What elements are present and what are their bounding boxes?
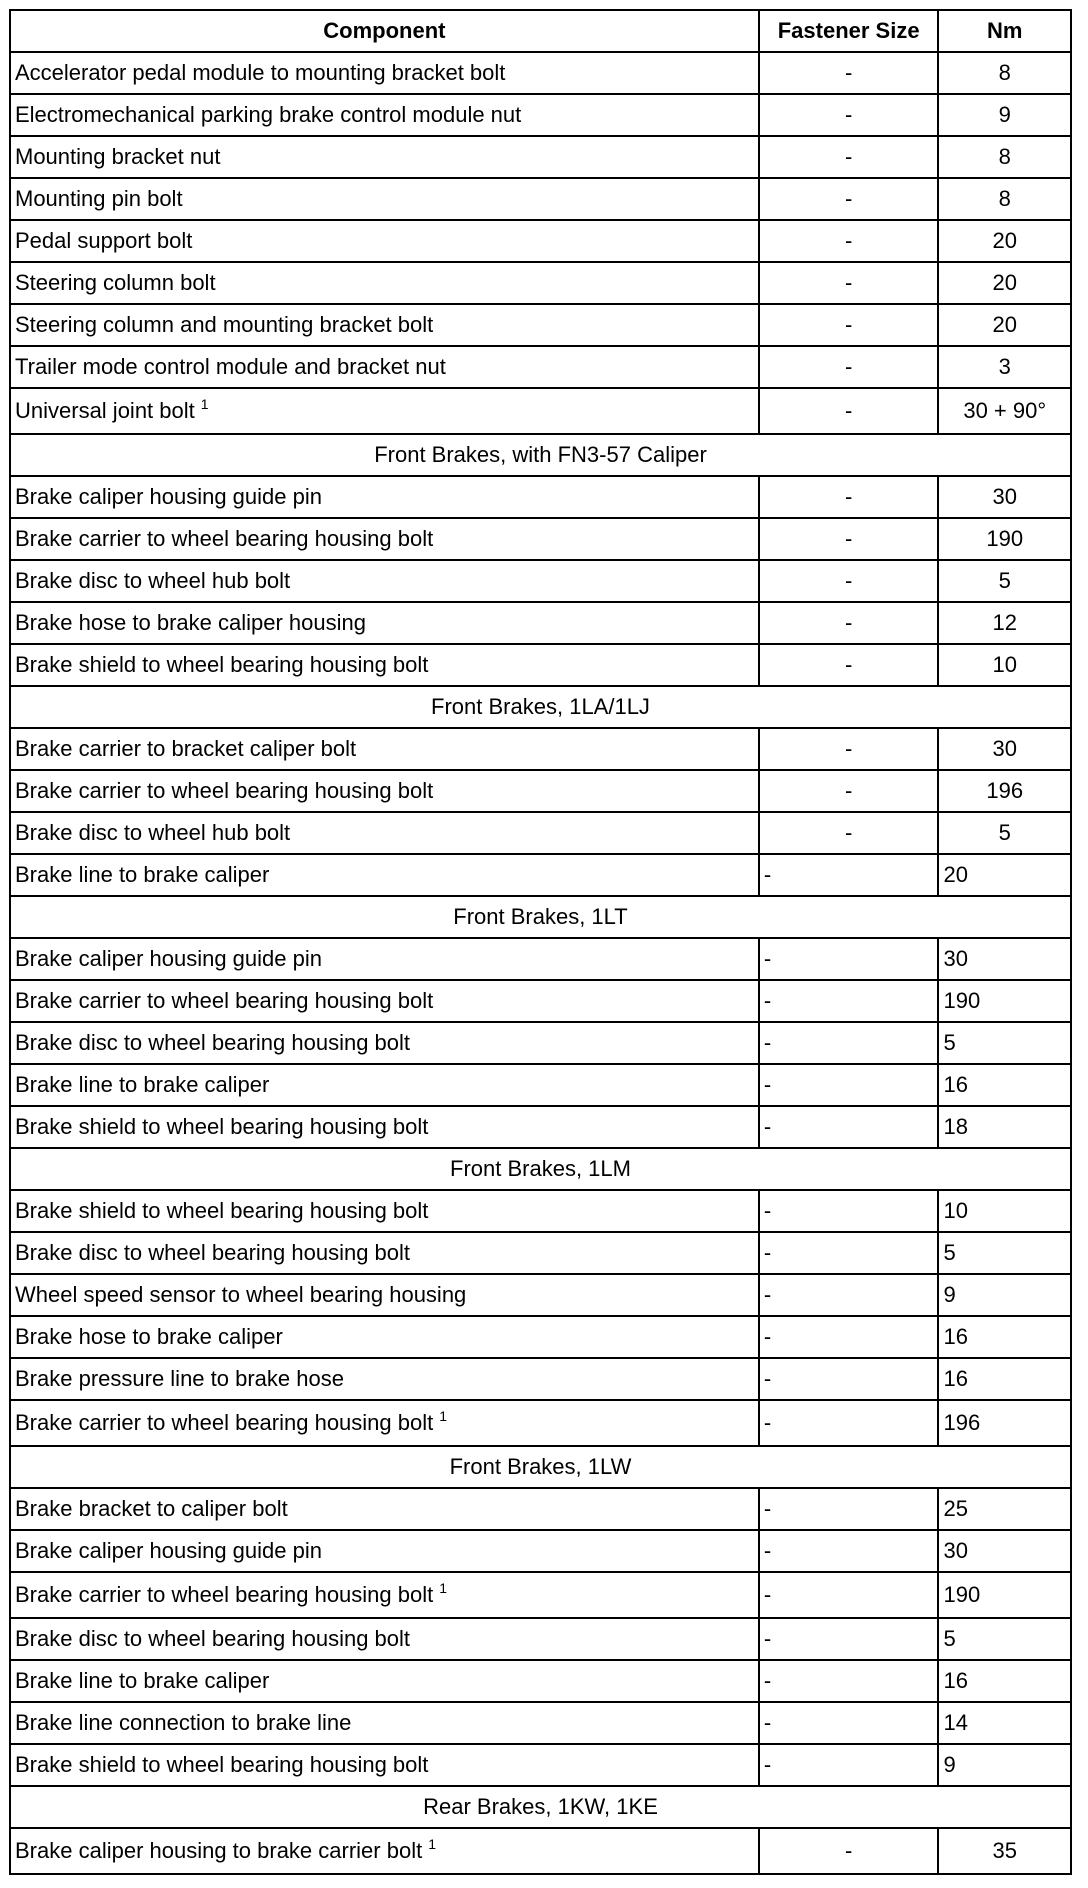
section-title: Front Brakes, with FN3-57 Caliper bbox=[10, 434, 1071, 476]
component-cell bbox=[10, 220, 759, 262]
component-text: Universal joint bolt bbox=[15, 398, 195, 423]
fastener-size-cell: - bbox=[759, 94, 939, 136]
fastener-size-cell: - bbox=[759, 1572, 939, 1618]
component-text: Brake line to brake caliper bbox=[15, 1072, 270, 1097]
component-text: Brake caliper housing guide pin bbox=[15, 484, 322, 509]
component-cell bbox=[10, 1232, 759, 1274]
table-row bbox=[10, 1316, 1071, 1358]
torque-nm-cell: 10 bbox=[938, 1190, 1071, 1232]
torque-nm-cell: 25 bbox=[938, 1488, 1071, 1530]
torque-nm-cell: 196 bbox=[938, 1400, 1071, 1446]
table-row bbox=[10, 1702, 1071, 1744]
component-text: Brake pressure line to brake hose bbox=[15, 1366, 344, 1391]
fastener-size-cell: - bbox=[759, 770, 939, 812]
torque-nm-cell: 30 bbox=[938, 728, 1071, 770]
torque-nm-cell: 196 bbox=[938, 770, 1071, 812]
component-cell bbox=[10, 518, 759, 560]
component-cell bbox=[10, 1190, 759, 1232]
component-cell bbox=[10, 1274, 759, 1316]
fastener-size-cell: - bbox=[759, 476, 939, 518]
footnote-marker: 1 bbox=[439, 1580, 448, 1596]
component-text: Brake disc to wheel bearing housing bolt bbox=[15, 1030, 411, 1055]
fastener-size-cell: - bbox=[759, 1744, 939, 1786]
component-cell bbox=[10, 1660, 759, 1702]
header-nm: Nm bbox=[938, 10, 1071, 52]
fastener-size-cell: - bbox=[759, 136, 939, 178]
component-cell bbox=[10, 1064, 759, 1106]
torque-nm-cell: 12 bbox=[938, 602, 1071, 644]
torque-nm-cell: 8 bbox=[938, 52, 1071, 94]
torque-nm-cell: 14 bbox=[938, 1702, 1071, 1744]
component-text: Brake shield to wheel bearing housing bolt bbox=[15, 1198, 429, 1223]
table-row bbox=[10, 52, 1071, 94]
component-text: Brake disc to wheel hub bolt bbox=[15, 820, 291, 845]
torque-nm-cell: 190 bbox=[938, 980, 1071, 1022]
component-cell bbox=[10, 1744, 759, 1786]
component-cell bbox=[10, 1400, 759, 1446]
header-component: Component bbox=[10, 10, 759, 52]
fastener-size-cell: - bbox=[759, 644, 939, 686]
torque-nm-cell: 16 bbox=[938, 1064, 1071, 1106]
table-row bbox=[10, 518, 1071, 560]
component-cell bbox=[10, 644, 759, 686]
section-header-row bbox=[10, 434, 1071, 476]
component-cell bbox=[10, 388, 759, 434]
section-header-row bbox=[10, 1148, 1071, 1190]
component-text: Accelerator pedal module to mounting bracket bolt bbox=[15, 60, 506, 85]
table-row bbox=[10, 1064, 1071, 1106]
fastener-size-cell: - bbox=[759, 388, 939, 434]
component-cell bbox=[10, 980, 759, 1022]
section-header-row bbox=[10, 686, 1071, 728]
section-title: Front Brakes, 1LA/1LJ bbox=[10, 686, 1071, 728]
component-cell bbox=[10, 1618, 759, 1660]
torque-nm-cell: 20 bbox=[938, 220, 1071, 262]
component-cell bbox=[10, 770, 759, 812]
fastener-size-cell: - bbox=[759, 1106, 939, 1148]
fastener-size-cell: - bbox=[759, 1190, 939, 1232]
fastener-size-cell: - bbox=[759, 1400, 939, 1446]
component-text: Mounting pin bolt bbox=[15, 186, 183, 211]
table-row bbox=[10, 812, 1071, 854]
component-text: Brake caliper housing to brake carrier bolt bbox=[15, 1838, 423, 1863]
component-text: Brake carrier to wheel bearing housing bolt bbox=[15, 1582, 434, 1607]
table-body bbox=[10, 52, 1071, 1874]
torque-nm-cell: 16 bbox=[938, 1316, 1071, 1358]
table-row bbox=[10, 1828, 1071, 1874]
component-cell bbox=[10, 304, 759, 346]
component-text: Brake line to brake caliper bbox=[15, 862, 270, 887]
table-row bbox=[10, 1022, 1071, 1064]
component-cell bbox=[10, 262, 759, 304]
fastener-size-cell: - bbox=[759, 518, 939, 560]
component-text: Brake caliper housing guide pin bbox=[15, 1538, 322, 1563]
fastener-size-cell: - bbox=[759, 560, 939, 602]
component-text: Trailer mode control module and bracket nut bbox=[15, 354, 446, 379]
table-row bbox=[10, 1660, 1071, 1702]
table-row bbox=[10, 938, 1071, 980]
component-text: Brake carrier to wheel bearing housing bolt bbox=[15, 526, 434, 551]
fastener-size-cell: - bbox=[759, 1618, 939, 1660]
fastener-size-cell: - bbox=[759, 728, 939, 770]
component-cell bbox=[10, 728, 759, 770]
component-text: Brake bracket to caliper bolt bbox=[15, 1496, 288, 1521]
component-text: Steering column and mounting bracket bolt bbox=[15, 312, 434, 337]
table-row bbox=[10, 1572, 1071, 1618]
component-text: Brake carrier to wheel bearing housing bolt bbox=[15, 1410, 434, 1435]
table-row bbox=[10, 854, 1071, 896]
fastener-size-cell: - bbox=[759, 938, 939, 980]
torque-nm-cell: 20 bbox=[938, 854, 1071, 896]
component-cell bbox=[10, 476, 759, 518]
table-row bbox=[10, 1274, 1071, 1316]
fastener-size-cell: - bbox=[759, 1232, 939, 1274]
component-cell bbox=[10, 136, 759, 178]
table-row bbox=[10, 644, 1071, 686]
torque-nm-cell: 5 bbox=[938, 1022, 1071, 1064]
table-row bbox=[10, 1618, 1071, 1660]
torque-nm-cell: 9 bbox=[938, 94, 1071, 136]
table-row bbox=[10, 346, 1071, 388]
torque-nm-cell: 190 bbox=[938, 1572, 1071, 1618]
table-row bbox=[10, 1400, 1071, 1446]
fastener-size-cell: - bbox=[759, 1358, 939, 1400]
component-text: Brake disc to wheel hub bolt bbox=[15, 568, 291, 593]
component-text: Brake carrier to bracket caliper bolt bbox=[15, 736, 357, 761]
torque-nm-cell: 3 bbox=[938, 346, 1071, 388]
table-row bbox=[10, 476, 1071, 518]
table-row bbox=[10, 220, 1071, 262]
fastener-size-cell: - bbox=[759, 52, 939, 94]
table-row bbox=[10, 728, 1071, 770]
component-cell bbox=[10, 1828, 759, 1874]
fastener-size-cell: - bbox=[759, 1828, 939, 1874]
fastener-size-cell: - bbox=[759, 1316, 939, 1358]
footnote-marker: 1 bbox=[200, 396, 209, 412]
table-row bbox=[10, 1190, 1071, 1232]
component-cell bbox=[10, 94, 759, 136]
header-row bbox=[10, 10, 1071, 52]
torque-nm-cell: 5 bbox=[938, 1232, 1071, 1274]
component-cell bbox=[10, 1530, 759, 1572]
component-text: Brake carrier to wheel bearing housing bolt bbox=[15, 988, 434, 1013]
component-text: Brake disc to wheel bearing housing bolt bbox=[15, 1626, 411, 1651]
fastener-size-cell: - bbox=[759, 346, 939, 388]
table-row bbox=[10, 262, 1071, 304]
torque-nm-cell: 35 bbox=[938, 1828, 1071, 1874]
component-cell bbox=[10, 1572, 759, 1618]
fastener-size-cell: - bbox=[759, 220, 939, 262]
torque-nm-cell: 16 bbox=[938, 1660, 1071, 1702]
component-text: Brake hose to brake caliper housing bbox=[15, 610, 366, 635]
fastener-size-cell: - bbox=[759, 602, 939, 644]
section-header-row bbox=[10, 1786, 1071, 1828]
fastener-size-cell: - bbox=[759, 304, 939, 346]
table-row bbox=[10, 94, 1071, 136]
torque-nm-cell: 30 bbox=[938, 476, 1071, 518]
torque-nm-cell: 20 bbox=[938, 262, 1071, 304]
component-cell bbox=[10, 938, 759, 980]
table-row bbox=[10, 1488, 1071, 1530]
component-cell bbox=[10, 812, 759, 854]
torque-nm-cell: 30 bbox=[938, 938, 1071, 980]
torque-nm-cell: 30 bbox=[938, 1530, 1071, 1572]
component-cell bbox=[10, 1316, 759, 1358]
table-row bbox=[10, 560, 1071, 602]
fastener-size-cell: - bbox=[759, 1488, 939, 1530]
footnote-marker: 1 bbox=[439, 1408, 448, 1424]
table-row bbox=[10, 1106, 1071, 1148]
component-cell bbox=[10, 1106, 759, 1148]
component-cell bbox=[10, 560, 759, 602]
component-text: Brake shield to wheel bearing housing bolt bbox=[15, 1752, 429, 1777]
component-cell bbox=[10, 602, 759, 644]
component-cell bbox=[10, 1488, 759, 1530]
torque-specifications-table bbox=[9, 9, 1072, 1875]
table-row bbox=[10, 1530, 1071, 1572]
component-text: Wheel speed sensor to wheel bearing housing bbox=[15, 1282, 467, 1307]
table-row bbox=[10, 304, 1071, 346]
torque-nm-cell: 20 bbox=[938, 304, 1071, 346]
table-row bbox=[10, 136, 1071, 178]
torque-nm-cell: 9 bbox=[938, 1274, 1071, 1316]
torque-nm-cell: 190 bbox=[938, 518, 1071, 560]
torque-nm-cell: 16 bbox=[938, 1358, 1071, 1400]
component-cell bbox=[10, 854, 759, 896]
table-row bbox=[10, 602, 1071, 644]
component-text: Brake line connection to brake line bbox=[15, 1710, 352, 1735]
torque-nm-cell: 10 bbox=[938, 644, 1071, 686]
torque-nm-cell: 8 bbox=[938, 178, 1071, 220]
section-title: Front Brakes, 1LT bbox=[10, 896, 1071, 938]
fastener-size-cell: - bbox=[759, 1022, 939, 1064]
torque-nm-cell: 5 bbox=[938, 560, 1071, 602]
component-text: Brake hose to brake caliper bbox=[15, 1324, 283, 1349]
component-cell bbox=[10, 178, 759, 220]
component-cell bbox=[10, 1702, 759, 1744]
table-row bbox=[10, 1358, 1071, 1400]
fastener-size-cell: - bbox=[759, 812, 939, 854]
component-text: Brake caliper housing guide pin bbox=[15, 946, 322, 971]
fastener-size-cell: - bbox=[759, 262, 939, 304]
component-text: Electromechanical parking brake control module nut bbox=[15, 102, 522, 127]
component-text: Brake line to brake caliper bbox=[15, 1668, 270, 1693]
table-row bbox=[10, 1232, 1071, 1274]
component-cell bbox=[10, 52, 759, 94]
section-title: Rear Brakes, 1KW, 1KE bbox=[10, 1786, 1071, 1828]
fastener-size-cell: - bbox=[759, 1274, 939, 1316]
section-title: Front Brakes, 1LW bbox=[10, 1446, 1071, 1488]
fastener-size-cell: - bbox=[759, 980, 939, 1022]
torque-nm-cell: 8 bbox=[938, 136, 1071, 178]
component-text: Pedal support bolt bbox=[15, 228, 193, 253]
component-text: Brake carrier to wheel bearing housing bolt bbox=[15, 778, 434, 803]
component-text: Mounting bracket nut bbox=[15, 144, 221, 169]
table-row bbox=[10, 388, 1071, 434]
torque-nm-cell: 9 bbox=[938, 1744, 1071, 1786]
torque-nm-cell: 30 + 90° bbox=[938, 388, 1071, 434]
component-cell bbox=[10, 1022, 759, 1064]
torque-nm-cell: 5 bbox=[938, 812, 1071, 854]
table-row bbox=[10, 770, 1071, 812]
fastener-size-cell: - bbox=[759, 1064, 939, 1106]
section-header-row bbox=[10, 1446, 1071, 1488]
component-text: Brake shield to wheel bearing housing bolt bbox=[15, 1114, 429, 1139]
section-header-row bbox=[10, 896, 1071, 938]
component-cell bbox=[10, 1358, 759, 1400]
torque-nm-cell: 18 bbox=[938, 1106, 1071, 1148]
table-row bbox=[10, 980, 1071, 1022]
component-text: Steering column bolt bbox=[15, 270, 216, 295]
section-title: Front Brakes, 1LM bbox=[10, 1148, 1071, 1190]
fastener-size-cell: - bbox=[759, 1530, 939, 1572]
component-cell bbox=[10, 346, 759, 388]
table-row bbox=[10, 1744, 1071, 1786]
fastener-size-cell: - bbox=[759, 854, 939, 896]
fastener-size-cell: - bbox=[759, 1702, 939, 1744]
table-row bbox=[10, 178, 1071, 220]
component-text: Brake disc to wheel bearing housing bolt bbox=[15, 1240, 411, 1265]
fastener-size-cell: - bbox=[759, 1660, 939, 1702]
component-text: Brake shield to wheel bearing housing bolt bbox=[15, 652, 429, 677]
header-fastener-size: Fastener Size bbox=[759, 10, 939, 52]
torque-nm-cell: 5 bbox=[938, 1618, 1071, 1660]
footnote-marker: 1 bbox=[428, 1836, 437, 1852]
fastener-size-cell: - bbox=[759, 178, 939, 220]
